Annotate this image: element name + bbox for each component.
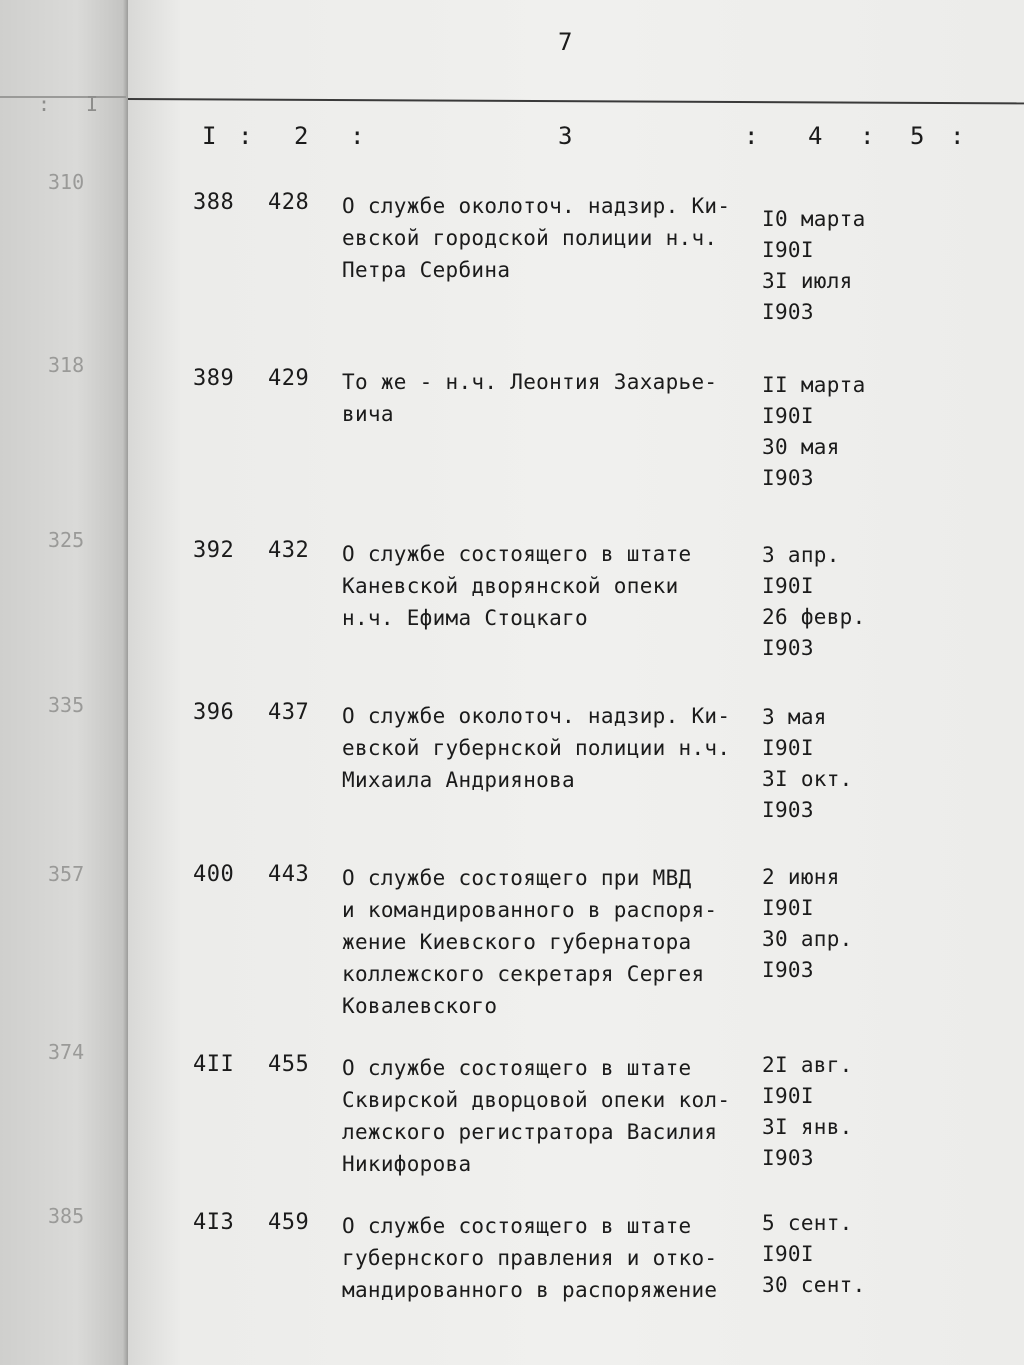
adjacent-number: 325 (48, 528, 85, 552)
file-number: 437 (268, 700, 310, 725)
title-line: жение Киевского губернатора (342, 930, 692, 954)
date-line: 3 апр. (762, 543, 840, 567)
title-line: Каневской дворянской опеки (342, 574, 679, 598)
title-line: О службе околоточ. надзир. Ки- (342, 704, 731, 728)
date-line: 3I июля (762, 269, 853, 293)
date-line: I903 (762, 466, 814, 490)
entry-dates (762, 862, 882, 986)
entry-dates (762, 540, 882, 664)
date-line: I90I (762, 736, 814, 760)
title-line: вича (342, 402, 394, 426)
entry-title (342, 1210, 762, 1306)
entry-number: 400 (193, 862, 235, 887)
date-line: I90I (762, 896, 814, 920)
column-separator: : (350, 122, 365, 150)
date-line: 3I янв. (762, 1115, 853, 1139)
file-number: 428 (268, 190, 310, 215)
date-line: I90I (762, 404, 814, 428)
date-line: 26 февр. (762, 605, 866, 629)
title-line: евской городской полиции н.ч. (342, 226, 718, 250)
date-line: I903 (762, 958, 814, 982)
title-line: О службе состоящего при МВД (342, 866, 692, 890)
date-line: 3 мая (762, 705, 827, 729)
entry-number: 4II (193, 1052, 235, 1077)
title-line: О службе состоящего в штате (342, 542, 692, 566)
date-line: 3I окт. (762, 767, 853, 791)
entry-title (342, 862, 762, 1022)
entry-number: 396 (193, 700, 235, 725)
adjacent-number: 385 (48, 1204, 85, 1228)
header-rule (128, 98, 1024, 104)
date-line: I903 (762, 300, 814, 324)
entry-dates (762, 204, 882, 328)
date-line: I0 марта (762, 207, 866, 231)
adjacent-page-rule (0, 96, 126, 98)
title-line: лежского регистратора Василия (342, 1120, 718, 1144)
entry-dates (762, 702, 882, 826)
date-line: 30 мая (762, 435, 840, 459)
file-number: 459 (268, 1210, 310, 1235)
column-header-5: 5 (910, 122, 925, 150)
date-line: 30 апр. (762, 927, 853, 951)
title-line: губернского правления и отко- (342, 1246, 718, 1270)
date-line: I903 (762, 798, 814, 822)
adjacent-number: 374 (48, 1040, 85, 1064)
title-line: и командированного в распоря- (342, 898, 718, 922)
title-line: мандированного в распоряжение (342, 1278, 718, 1302)
title-line: коллежского секретаря Сергея (342, 962, 705, 986)
adjacent-number: 357 (48, 862, 85, 886)
entry-title (342, 538, 762, 634)
entry-number: 4I3 (193, 1210, 235, 1235)
column-separator: : (238, 122, 253, 150)
date-line: I90I (762, 574, 814, 598)
date-line: 2I авг. (762, 1053, 853, 1077)
title-line: н.ч. Ефима Стоцкаго (342, 606, 588, 630)
column-header-3: 3 (558, 122, 573, 150)
date-line: 30 сент. (762, 1273, 866, 1297)
column-header-1: I (202, 122, 217, 150)
column-header-4: 4 (808, 122, 823, 150)
date-line: I90I (762, 238, 814, 262)
title-line: евской губернской полиции н.ч. (342, 736, 731, 760)
title-line: О службе состоящего в штате (342, 1214, 692, 1238)
title-line: Сквирской дворцовой опеки кол- (342, 1088, 731, 1112)
file-number: 432 (268, 538, 310, 563)
adjacent-header-sep: : (38, 92, 51, 116)
adjacent-number: 310 (48, 170, 85, 194)
page-number: 7 (558, 28, 573, 56)
column-separator: : (950, 122, 965, 150)
file-number: 443 (268, 862, 310, 887)
date-line: I90I (762, 1084, 814, 1108)
title-line: О службе околоточ. надзир. Ки- (342, 194, 731, 218)
file-number: 429 (268, 366, 310, 391)
adjacent-number: 318 (48, 353, 85, 377)
title-line: Михаила Андриянова (342, 768, 575, 792)
entry-dates (762, 1208, 882, 1301)
title-line: Никифорова (342, 1152, 472, 1176)
title-line: То же - н.ч. Леонтия Захарье- (342, 370, 718, 394)
entry-number: 388 (193, 190, 235, 215)
entry-title (342, 700, 762, 796)
adjacent-number: 335 (48, 693, 85, 717)
date-line: 5 сент. (762, 1211, 853, 1235)
date-line: I903 (762, 1146, 814, 1170)
entry-dates (762, 370, 882, 494)
document-page (128, 0, 1024, 1365)
title-line: О службе состоящего в штате (342, 1056, 692, 1080)
column-separator: : (860, 122, 875, 150)
entry-number: 392 (193, 538, 235, 563)
entry-title (342, 1052, 762, 1180)
date-line: 2 июня (762, 865, 840, 889)
adjacent-header-col: I (86, 92, 99, 116)
column-header-2: 2 (294, 122, 309, 150)
entry-number: 389 (193, 366, 235, 391)
entry-title (342, 190, 762, 286)
date-line: I90I (762, 1242, 814, 1266)
column-separator: : (744, 122, 759, 150)
title-line: Ковалевского (342, 994, 498, 1018)
date-line: I903 (762, 636, 814, 660)
entry-title (342, 366, 762, 430)
adjacent-page (0, 0, 128, 1365)
file-number: 455 (268, 1052, 310, 1077)
date-line: II марта (762, 373, 866, 397)
entry-dates (762, 1050, 882, 1174)
title-line: Петра Сербина (342, 258, 511, 282)
